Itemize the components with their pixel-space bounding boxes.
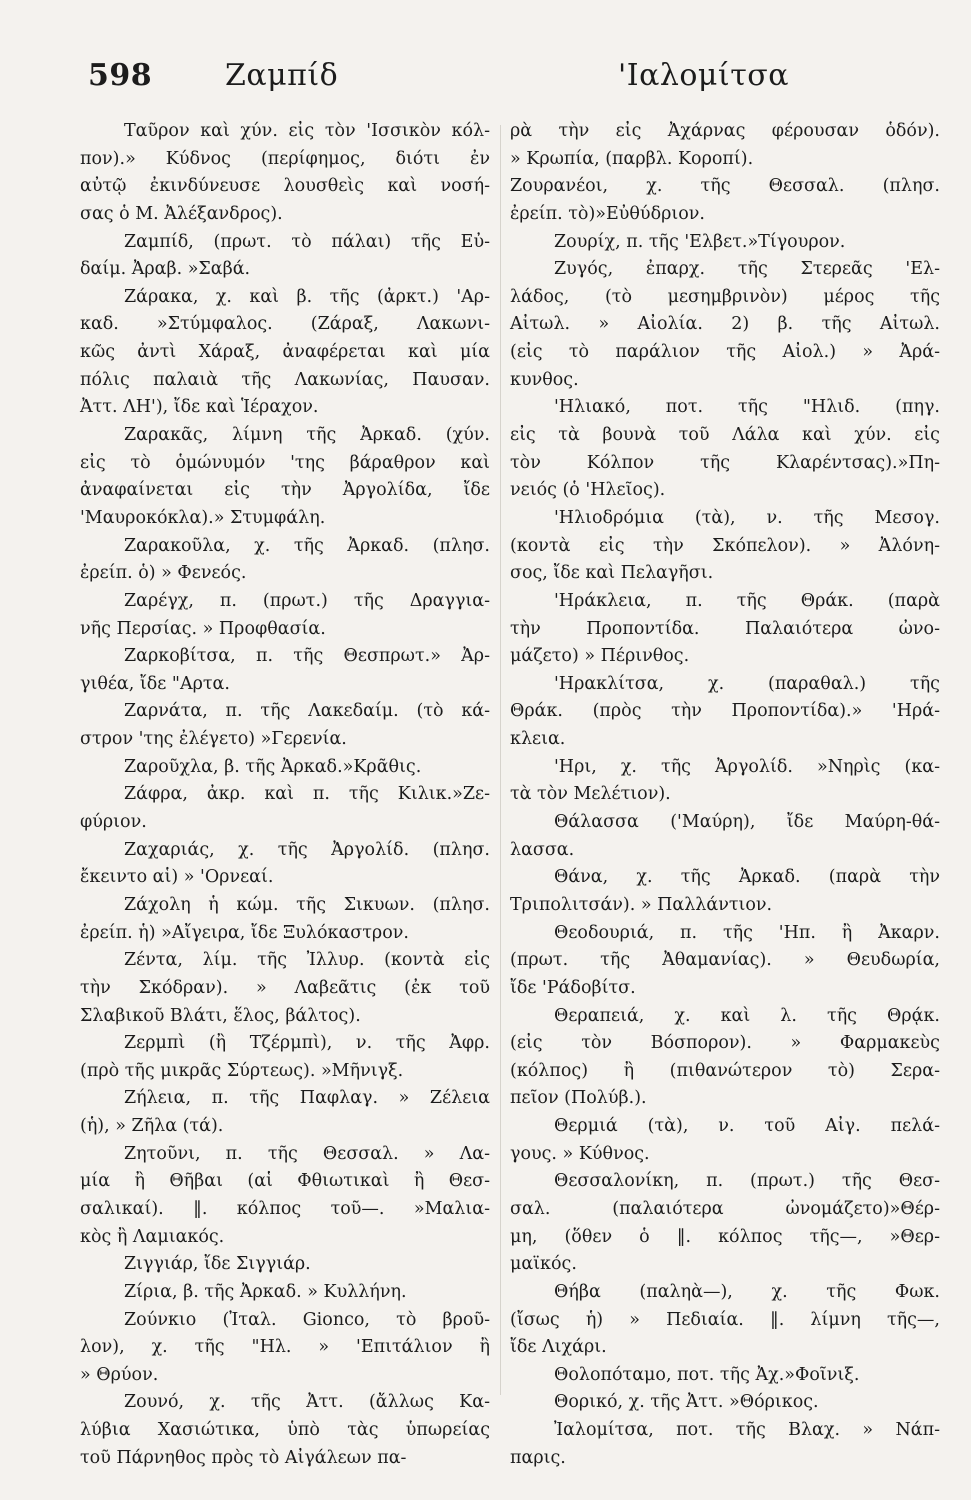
text-line: (εἰς τὸν Βόσπορον). » Φαρμακεὺς [510,1033,940,1054]
column-divider [500,125,501,1395]
text-line: Ζουνό, χ. τῆς Ἀττ. (ἄλλως Κα- [124,1392,490,1413]
text-line: Ζιγγιάρ, ἴδε Σιγγιάρ. [124,1254,311,1275]
text-line: μη, (ὅθεν ὁ ‖. κόλπος τῆς—, »Θερ- [510,1226,940,1247]
text-line: Τριπολιτσάν). » Παλλάντιον. [510,894,773,915]
text-line: » Κρωπία, (παρβλ. Κοροπί). [510,148,754,169]
text-line: (πρὸ τῆς μικρᾶς Σύρτεως). »Μῆνιγξ. [80,1060,404,1081]
text-line: αὐτῷ ἐκινδύνευσε λουσθεὶς καὶ νοσή- [80,176,490,197]
text-line: κὸς ἢ Λαμιακός. [80,1226,225,1247]
text-line: σος, ἴδε καὶ Πελαγῆσι. [510,563,714,584]
text-line: ρὰ τὴν εἰς Ἀχάρνας φέρουσαν ὁδόν). [510,121,940,141]
text-line: Θεοδουριά, π. τῆς 'Ηπ. ἢ Ἀκαρν. [554,922,940,943]
text-line: Θεραπειά, χ. καὶ λ. τῆς Θρᾴκ. [554,1005,940,1026]
text-line: κῶς ἀντὶ Χάραξ, ἀναφέρεται καὶ μία [80,342,490,363]
text-line: ἐρείπ. ἡ) »Αἴγειρα, ἴδε Ξυλόκαστρον. [80,922,409,943]
text-line: 'Ηρακλίτσα, χ. (παραθαλ.) τῆς [554,673,940,694]
right-column [510,118,940,1472]
text-line: (κοντὰ εἰς τὴν Σκόπελον). » Ἀλόνη- [510,535,940,556]
text-line: (ἴσως ἡ) » Πεδιαία. ‖. λίμνη τῆς—, [510,1309,940,1330]
text-line: Σλαβικοῦ Βλάτι, ἕλος, βάλτος). [80,1005,361,1026]
text-line: Ζαρακοῦλα, χ. τῆς Ἀρκαδ. (πλησ. [124,535,490,556]
text-line: κυνθος. [510,369,579,390]
text-line: Ζερμπὶ (ἢ Τζέρμπὶ), ν. τῆς Ἀφρ. [124,1033,490,1054]
text-line: (ἡ), » Ζῆλα (τά). [80,1116,224,1137]
text-line: Ζίρια, β. τῆς Ἀρκαδ. » Κυλλήνη. [124,1281,407,1302]
text-line: τὴν Προποντίδα. Παλαιότερα ὠνο- [510,618,940,639]
text-line: Θεσσαλονίκη, π. (πρωτ.) τῆς Θεσ- [554,1171,940,1192]
text-line: Αἰτωλ. » Αἰολία. 2) β. τῆς Αἰτωλ. [510,314,940,335]
text-line: Θερμιά (τὰ), ν. τοῦ Αἰγ. πελά- [554,1116,940,1137]
text-line: Ζάρακα, χ. καὶ β. τῆς (ἀρκτ.) 'Αρ- [124,286,490,307]
text-line: ἴδε Λιχάρι. [510,1337,607,1358]
text-line: Ζάχολη ἡ κώμ. τῆς Σικυων. (πλησ. [124,894,490,915]
text-line: τοῦ Πάρνηθος πρὸς τὸ Αἰγάλεων πα- [80,1447,407,1468]
text-line: λάδος, (τὸ μεσημβρινὸν) μέρος τῆς [510,286,940,307]
text-line: γους. » Κύθνος. [510,1143,650,1164]
text-line: ἔκειντο αἱ) » 'Ορνεαί. [80,867,274,888]
text-line: Ταῦρον καὶ χύν. εἰς τὸν 'Ισσικὸν κόλ- [124,121,490,141]
text-line: φύριον. [80,812,147,833]
text-line: (πρωτ. τῆς Ἀθαμανίας). » Θευδωρία, [510,950,940,971]
text-line: Ζουρανέοι, χ. τῆς Θεσσαλ. (πλησ. [510,176,940,197]
text-line: Ζουρίχ, π. τῆς 'Ελβετ.»Τίγουρον. [554,231,846,252]
right-running-head: 'Ιαλομίτσα [618,58,790,93]
text-line: ἐρείπ. ὁ) » Φενεός. [80,563,247,584]
text-line: πόλις παλαιὰ τῆς Λακωνίας, Παυσαν. [80,369,490,390]
text-line: ἐρείπ. τὸ)»Εὐθύδριον. [510,203,705,224]
text-line: λον), χ. τῆς "Ηλ. » 'Επιτάλιον ἢ [80,1337,490,1358]
text-line: σας ὁ Μ. Ἀλέξανδρος). [80,203,283,224]
text-line: Ζυγός, ἐπαρχ. τῆς Στερεᾶς 'Ελ- [554,259,940,280]
text-line: Ζάφρα, ἀκρ. καὶ π. τῆς Κιλικ.»Ζε- [124,784,490,805]
text-line: λύβια Χασιώτικα, ὑπὸ τὰς ὑπωρείας [80,1420,490,1441]
text-line: (εἰς τὸ παράλιον τῆς Αἰολ.) » Ἀρά- [510,342,940,363]
text-line: Ἰαλομίτσα, ποτ. τῆς Βλαχ. » Νάπ- [554,1420,940,1441]
text-line: Ζητοῦνι, π. τῆς Θεσσαλ. » Λα- [124,1143,490,1164]
text-line: Θολοπόταμο, ποτ. τῆς Ἀχ.»Φοῖνιξ. [554,1364,860,1385]
text-line: τὰ τὸν Μελέτιον). [510,784,671,805]
page-number: 598 [88,58,153,93]
left-running-head: Ζαμπίδ [225,58,339,93]
text-line: πον).» Κύδνος (περίφημος, διότι ἐν [80,148,490,169]
text-line: μαϊκός. [510,1254,577,1275]
text-line: ἴδε 'Ράδοβίτσ. [510,977,636,998]
text-line: ἀναφαίνεται εἰς τὴν Ἀργολίδα, ἴδε [80,480,490,501]
text-line: καδ. »Στύμφαλος. (Ζάραξ, Λακωνι- [80,314,490,335]
text-line: λασσα. [510,839,575,860]
text-line: σαλ. (παλαιότερα ὠνομάζετο)»Θέρ- [510,1198,940,1219]
text-line: Ζαχαριάς, χ. τῆς Ἀργολίδ. (πλησ. [124,839,490,860]
text-line: στρον 'της ἐλέγετο) »Γερενία. [80,729,347,750]
text-line: πεῖον (Πολύβ.). [510,1088,647,1109]
text-line: Θάλασσα ('Μαύρη), ἴδε Μαύρη-θά- [554,812,940,833]
text-line: μάζετο) » Πέρινθος. [510,646,690,667]
text-line: Ζαροῦχλα, β. τῆς Ἀρκαδ.»Κρᾶθις. [124,756,422,777]
text-line: Θήβα (παληὰ—), χ. τῆς Φωκ. [554,1281,940,1302]
text-line: εἰς τὸ ὁμώνυμόν 'της βάραθρον καὶ [80,452,490,473]
text-line: Θορικό, χ. τῆς Ἀττ. »Θόρικος. [554,1392,819,1413]
text-line: γιθέα, ἴδε "Αρτα. [80,673,230,694]
text-line: Ζαρακᾶς, λίμνη τῆς Ἀρκαδ. (χύν. [124,425,490,446]
text-line: παρις. [510,1447,566,1468]
text-line: Θάνα, χ. τῆς Ἀρκαδ. (παρὰ τὴν [554,867,940,888]
text-line: (κόλπος) ἢ (πιθανώτερον τὸ) Σερα- [510,1060,940,1081]
text-line: κλεια. [510,729,566,750]
text-line: Ἀττ. ΛΗ'), ἴδε καὶ Ἱέραχον. [80,397,319,418]
text-line: σαλικαί). ‖. κόλπος τοῦ—. »Μαλια- [80,1198,490,1219]
text-line: Ζούνκιο (Ἰταλ. Gionco, τὸ βροῦ- [124,1309,490,1330]
text-line: δαίμ. Ἀραβ. »Σαβά. [80,259,251,280]
text-line: 'Μαυροκόκλα).» Στυμφάλη. [80,507,326,528]
text-line: Ζήλεια, π. τῆς Παφλαγ. » Ζέλεια [124,1088,490,1109]
text-line: 'Ηλιοδρόμια (τὰ), ν. τῆς Μεσογ. [554,507,940,528]
text-line: νειός (ὁ 'Ηλεῖος). [510,480,666,501]
text-line: Ζαμπίδ, (πρωτ. τὸ πάλαι) τῆς Εὐ- [124,231,490,252]
text-line: νῆς Περσίας. » Προφθασία. [80,618,326,639]
text-line: » Θρύον. [80,1364,159,1385]
text-line: εἰς τὰ βουνὰ τοῦ Λάλα καὶ χύν. εἰς [510,425,940,446]
text-line: Θράκ. (πρὸς τὴν Προποντίδα).» 'Ηρά- [510,701,940,722]
left-column [80,118,490,1472]
text-line: 'Ηρι, χ. τῆς Ἀργολίδ. »Νηρὶς (κα- [554,756,940,777]
text-line: Ζαρκοβίτσα, π. τῆς Θεσπρωτ.» Ἀρ- [124,646,490,667]
text-line: Ζαρνάτα, π. τῆς Λακεδαίμ. (τὸ κά- [124,701,490,722]
text-line: 'Ηράκλεια, π. τῆς Θράκ. (παρὰ [554,590,940,611]
text-line: τὸν Κόλπον τῆς Κλαρέντσας).»Πη- [510,452,940,473]
text-line: τὴν Σκόδραν). » Λαβεᾶτις (ἐκ τοῦ [80,977,490,998]
text-line: Ζαρέγχ, π. (πρωτ.) τῆς Δραγγια- [124,590,490,611]
text-line: Ζέντα, λίμ. τῆς Ἰλλυρ. (κοντὰ εἰς [124,950,490,971]
text-line: 'Ηλιακό, ποτ. τῆς "Ηλιδ. (πηγ. [554,397,940,418]
text-line: μία ἢ Θῆβαι (αἱ Φθιωτικαὶ ἢ Θεσ- [80,1171,490,1192]
